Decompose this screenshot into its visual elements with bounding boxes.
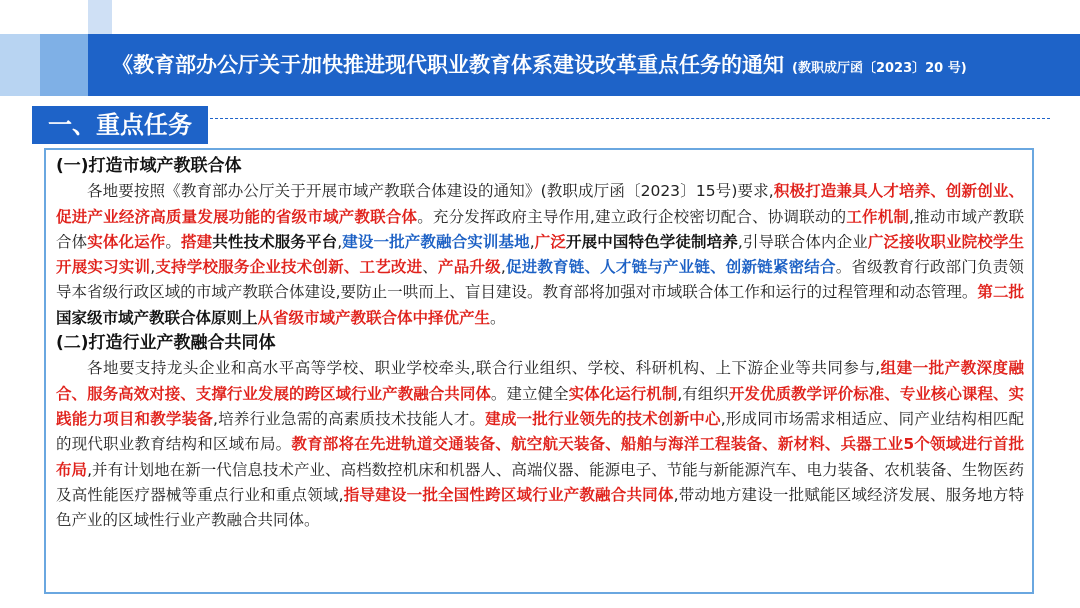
title-main: 《教育部办公厅关于加快推进现代职业教育体系建设改革重点任务的通知 <box>112 53 784 77</box>
decor-block-mid <box>40 34 88 96</box>
text-segment: ,带动地方建设一批赋能区域经济发展、服务地方特色产业的区域性行业产教融合共同体。 <box>56 485 1024 530</box>
section-title: 一、重点任务 <box>32 106 208 144</box>
text-segment: 。省级教育行政部门负责领导本省级行政区域的市域产教联合体建设,要防止一哄而上、盲目建设。教育部将加强对市域联合体工作和运行的过程管理和动态管理。 <box>56 258 1024 302</box>
text-segment: 工作机制 <box>846 207 910 226</box>
text-segment: 。 <box>490 308 506 327</box>
document-title <box>112 34 967 96</box>
part2-heading: (二)打造行业产教融合共同体 <box>56 333 276 354</box>
text-segment: 产品升级 <box>438 258 501 277</box>
text-segment: 开发优质教学评价标准、专业核心课程、实践能力项目和教学装备 <box>56 384 1024 428</box>
text-segment: 实体化运作 <box>87 232 166 251</box>
text-segment: 各地要按照《教育部办公厅关于开展市域产教联合体建设的通知》(教职成厅函〔2023〕15号)要求, <box>87 182 774 201</box>
text-segment: 支持学校服务企业技术创新、工艺改进 <box>155 258 423 277</box>
text-segment: 搭建 <box>180 232 213 251</box>
doc-number: (教职成厅函〔2023〕20 号) <box>792 61 967 76</box>
text-segment: 促进教育链、人才链与产业链、创新链紧密结合 <box>505 258 836 277</box>
text-segment: 广泛 <box>534 232 567 251</box>
text-segment: 建设一批产教融合实训基地 <box>342 232 530 251</box>
title-bar <box>88 34 1080 96</box>
text-segment: 国家级市域产教联合体原则上 <box>56 308 258 327</box>
part2-paragraph <box>56 356 1024 533</box>
text-segment: 第二批 <box>977 283 1024 302</box>
content-box <box>44 148 1034 594</box>
text-segment: 。 <box>165 232 181 251</box>
text-segment: 积极打造兼具人才培养、创新创业、促进产业经济高质量发展功能的省级市域产教联合体 <box>56 182 1024 226</box>
text-segment: ,有组织 <box>677 384 729 403</box>
text-segment: ,推动市域产教联合体 <box>56 207 1024 251</box>
text-segment: 从省级市域产教联合体中择优产生 <box>257 308 491 327</box>
section-divider <box>205 118 1050 119</box>
text-segment: , <box>529 232 535 251</box>
text-segment: 指导建设一批全国性跨区域行业产教融合共同体 <box>343 485 674 504</box>
part1-heading: (一)打造市域产教联合体 <box>56 156 242 176</box>
text-segment: 建成一批行业领先的技术创新中心 <box>485 409 721 428</box>
text-segment: , <box>337 232 343 251</box>
decor-block-light <box>0 34 40 96</box>
text-segment: 教育部将在先进轨道交通装备、航空航天装备、船舶与海洋工程装备、新材料、兵器工业5个领域进行首批布局 <box>56 435 1024 479</box>
text-segment: 开展中国特色学徒制培养 <box>566 232 738 251</box>
text-segment: 共性技术服务平台 <box>212 232 338 251</box>
text-segment: 。充分发挥政府主导作用,建立政行企校密切配合、协调联动的 <box>417 207 847 226</box>
text-segment: ,引导联合体内企业 <box>737 232 868 251</box>
text-segment: 实体化运行机制 <box>568 384 678 403</box>
text-segment: 广泛接收职业院校学生开展实习实训 <box>56 232 1024 277</box>
text-segment: ,培养行业急需的高素质技术技能人才。 <box>213 409 486 428</box>
text-segment: 各地要支持龙头企业和高水平高等学校、职业学校牵头,联合行业组织、学校、科研机构、上下游企业等共同参与, <box>87 359 881 378</box>
text-segment: 组建一批产教深度融合、服务高效对接、支撑行业发展的跨区域行业产教融合共同体 <box>56 359 1024 403</box>
text-segment: , <box>150 258 156 277</box>
part1-paragraph <box>56 179 1024 331</box>
text-segment: , <box>500 258 506 277</box>
text-segment: 。建立健全 <box>490 384 569 403</box>
text-segment: ,形成同市场需求相适应、同产业结构相匹配的现代职业教育结构和区域布局。 <box>56 409 1024 454</box>
text-segment: ,并有计划地在新一代信息技术产业、高档数控机床和机器人、高端仪器、能源电子、节能与新能源汽车、电力装备、农机装备、生物医药及高性能医疗器械等重点行业和重点领域, <box>56 460 1024 504</box>
decor-block-top <box>88 0 112 34</box>
text-segment: 、 <box>422 258 438 277</box>
